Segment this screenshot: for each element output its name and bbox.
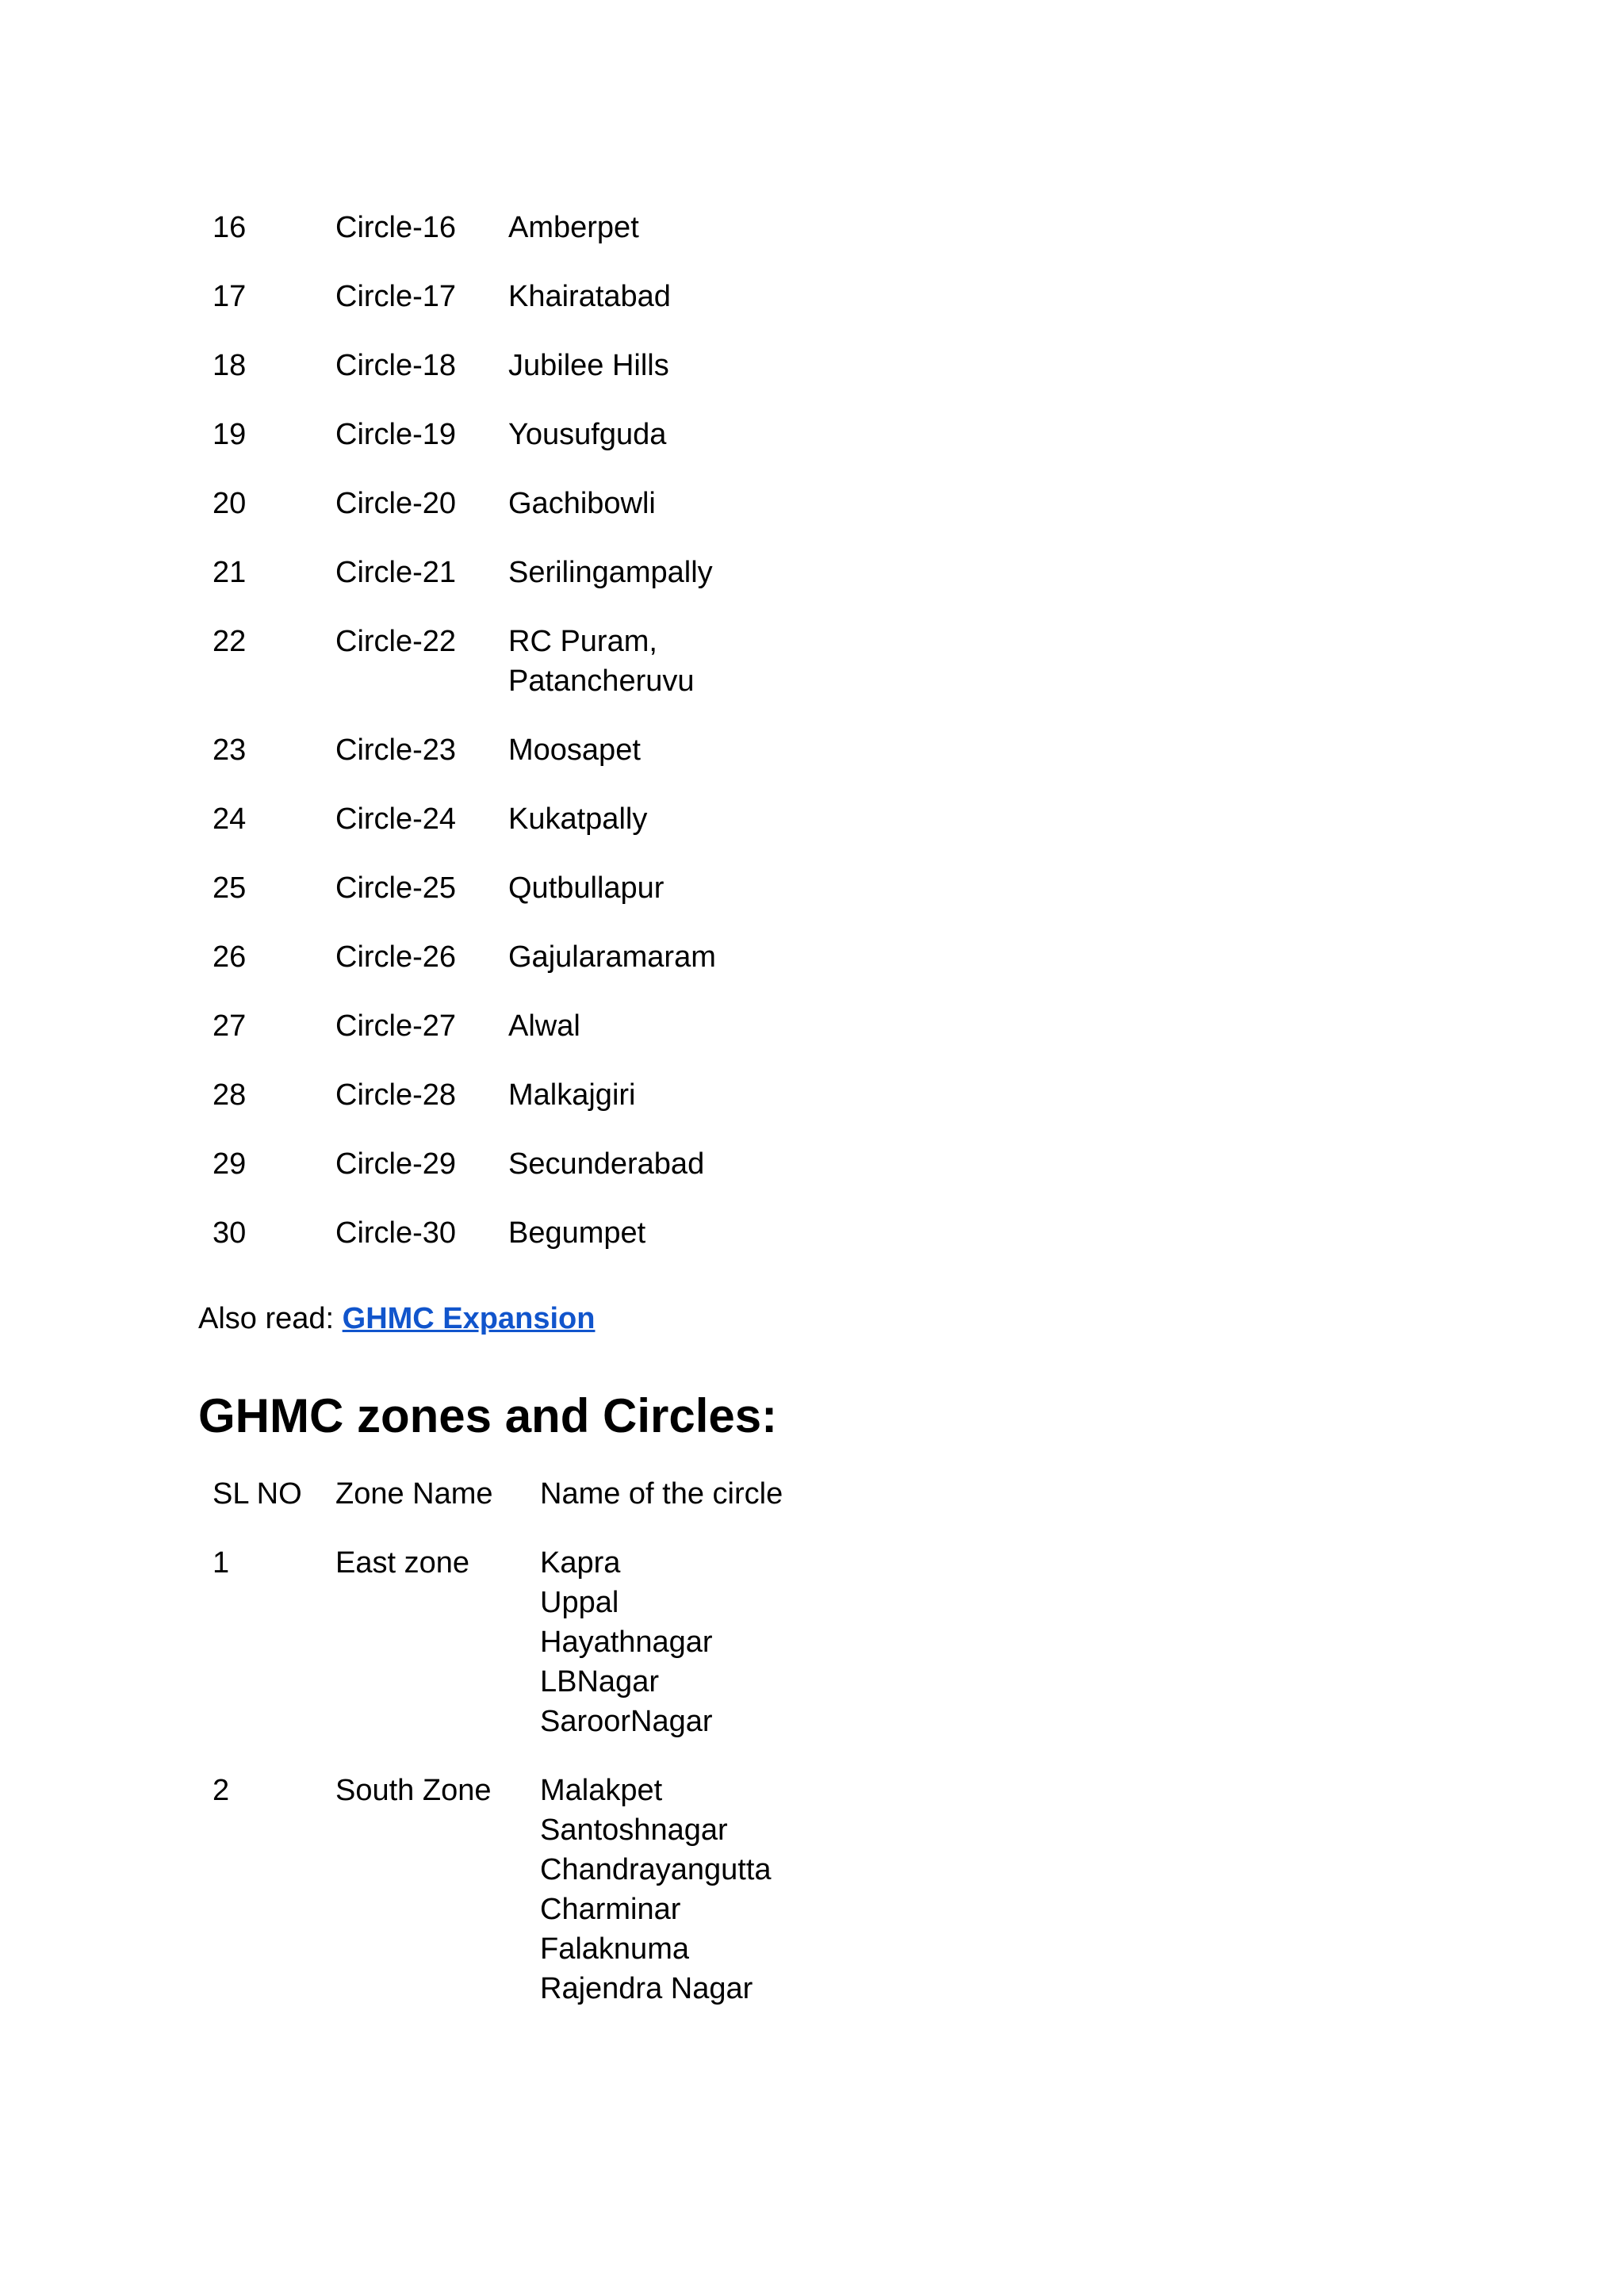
zone-name-cell: East zone [335,1546,469,1580]
circle-id-cell: Circle-19 [335,418,457,451]
table-row [198,791,825,860]
zone-circle-item: SaroorNagar [540,1705,713,1738]
circle-name-line: Kukatpally [508,802,648,836]
table-row [198,476,825,545]
circle-id-cell: Circle-20 [335,487,457,520]
circle-name-cell [494,269,825,338]
circle-name-cell [494,407,825,476]
circle-name-line: Amberpet [508,211,639,244]
circle-id-cell: Circle-23 [335,733,457,767]
zone-circles-cell [526,1763,857,2030]
circle-name-line: Begumpet [508,1216,646,1250]
circle-id-cell: Circle-16 [335,211,457,244]
sl-number-cell: 20 [213,487,247,520]
sl-number-cell: 30 [213,1216,247,1250]
header-zone-name: Zone Name [335,1477,493,1511]
zones-header-row [198,1466,857,1535]
table-row [198,545,825,614]
sl-number-cell: 24 [213,802,247,836]
sl-number-cell: 23 [213,733,247,767]
circle-name-line: Gachibowli [508,487,656,520]
table-row [198,1205,825,1274]
circle-name-line: Khairatabad [508,280,671,313]
zone-circle-item: Hayathnagar [540,1626,713,1659]
circle-name-line: Jubilee Hills [508,349,669,382]
table-row [198,1067,825,1136]
circle-name-cell [494,860,825,929]
circle-name-line: Malkajgiri [508,1078,636,1112]
sl-number-cell: 29 [213,1147,247,1181]
circle-id-cell: Circle-29 [335,1147,457,1181]
circle-name-line: Patancheruvu [508,664,695,698]
zone-circle-item: Uppal [540,1586,619,1619]
zone-circle-item: Charminar [540,1893,681,1926]
circle-name-cell [494,791,825,860]
zone-sl-cell: 2 [213,1774,230,1807]
sl-number-cell: 22 [213,625,247,658]
sl-number-cell: 28 [213,1078,247,1112]
section-title: GHMC zones and Circles: [198,1389,778,1442]
table-row [198,722,825,791]
circle-name-cell [494,1067,825,1136]
sl-number-cell: 26 [213,940,247,974]
zone-circle-item: Chandrayangutta [540,1853,772,1886]
circle-id-cell: Circle-27 [335,1009,457,1043]
circle-name-line: Alwal [508,1009,580,1043]
circles-table [198,200,825,1274]
circle-name-line: Yousufguda [508,418,667,451]
circle-name-cell [494,722,825,791]
zone-circle-item: LBNagar [540,1665,659,1698]
circle-name-cell [494,200,825,269]
zone-circle-item: Falaknuma [540,1932,689,1966]
sl-number-cell: 25 [213,871,247,905]
zone-circle-item: Malakpet [540,1774,663,1807]
circle-name-line: Secunderabad [508,1147,705,1181]
zone-sl-cell: 1 [213,1546,230,1580]
ghmc-expansion-link[interactable]: GHMC Expansion [342,1302,596,1335]
circle-name-cell [494,1136,825,1205]
table-row [198,407,825,476]
circle-id-cell: Circle-18 [335,349,457,382]
zone-circles-cell [526,1535,857,1763]
circle-id-cell: Circle-30 [335,1216,457,1250]
circle-name-cell [494,614,825,722]
circle-id-cell: Circle-28 [335,1078,457,1112]
header-sl-no: SL NO [213,1477,302,1511]
zone-circle-item: Rajendra Nagar [540,1972,753,2005]
table-row [198,929,825,998]
table-row [198,998,825,1067]
table-row [198,1535,857,1763]
sl-number-cell: 21 [213,556,247,589]
circle-id-cell: Circle-21 [335,556,457,589]
zone-name-cell: South Zone [335,1774,492,1807]
zones-table [198,1466,857,2030]
circle-name-cell [494,998,825,1067]
sl-number-cell: 27 [213,1009,247,1043]
circle-name-line: RC Puram, [508,625,657,658]
header-circle-name: Name of the circle [540,1477,783,1511]
sl-number-cell: 19 [213,418,247,451]
circle-name-cell [494,476,825,545]
also-read-label: Also read: [198,1302,343,1335]
table-row [198,1136,825,1205]
zones-table-body [198,1466,857,2030]
also-read [198,1299,595,1338]
sl-number-cell: 17 [213,280,247,313]
circle-id-cell: Circle-22 [335,625,457,658]
circle-name-line: Gajularamaram [508,940,716,974]
circle-name-cell [494,545,825,614]
circle-name-line: Qutbullapur [508,871,665,905]
circle-id-cell: Circle-17 [335,280,457,313]
table-row [198,614,825,722]
circles-table-body [198,200,825,1274]
sl-number-cell: 18 [213,349,247,382]
table-row [198,860,825,929]
circle-name-cell [494,338,825,407]
circle-name-cell [494,929,825,998]
zone-circle-item: Santoshnagar [540,1813,728,1847]
sl-number-cell: 16 [213,211,247,244]
table-row [198,200,825,269]
circle-name-cell [494,1205,825,1274]
table-row [198,269,825,338]
zone-circle-item: Kapra [540,1546,621,1580]
circle-name-line: Moosapet [508,733,641,767]
circle-id-cell: Circle-25 [335,871,457,905]
table-row [198,1763,857,2030]
circle-name-line: Serilingampally [508,556,713,589]
circle-id-cell: Circle-24 [335,802,457,836]
circle-id-cell: Circle-26 [335,940,457,974]
table-row [198,338,825,407]
